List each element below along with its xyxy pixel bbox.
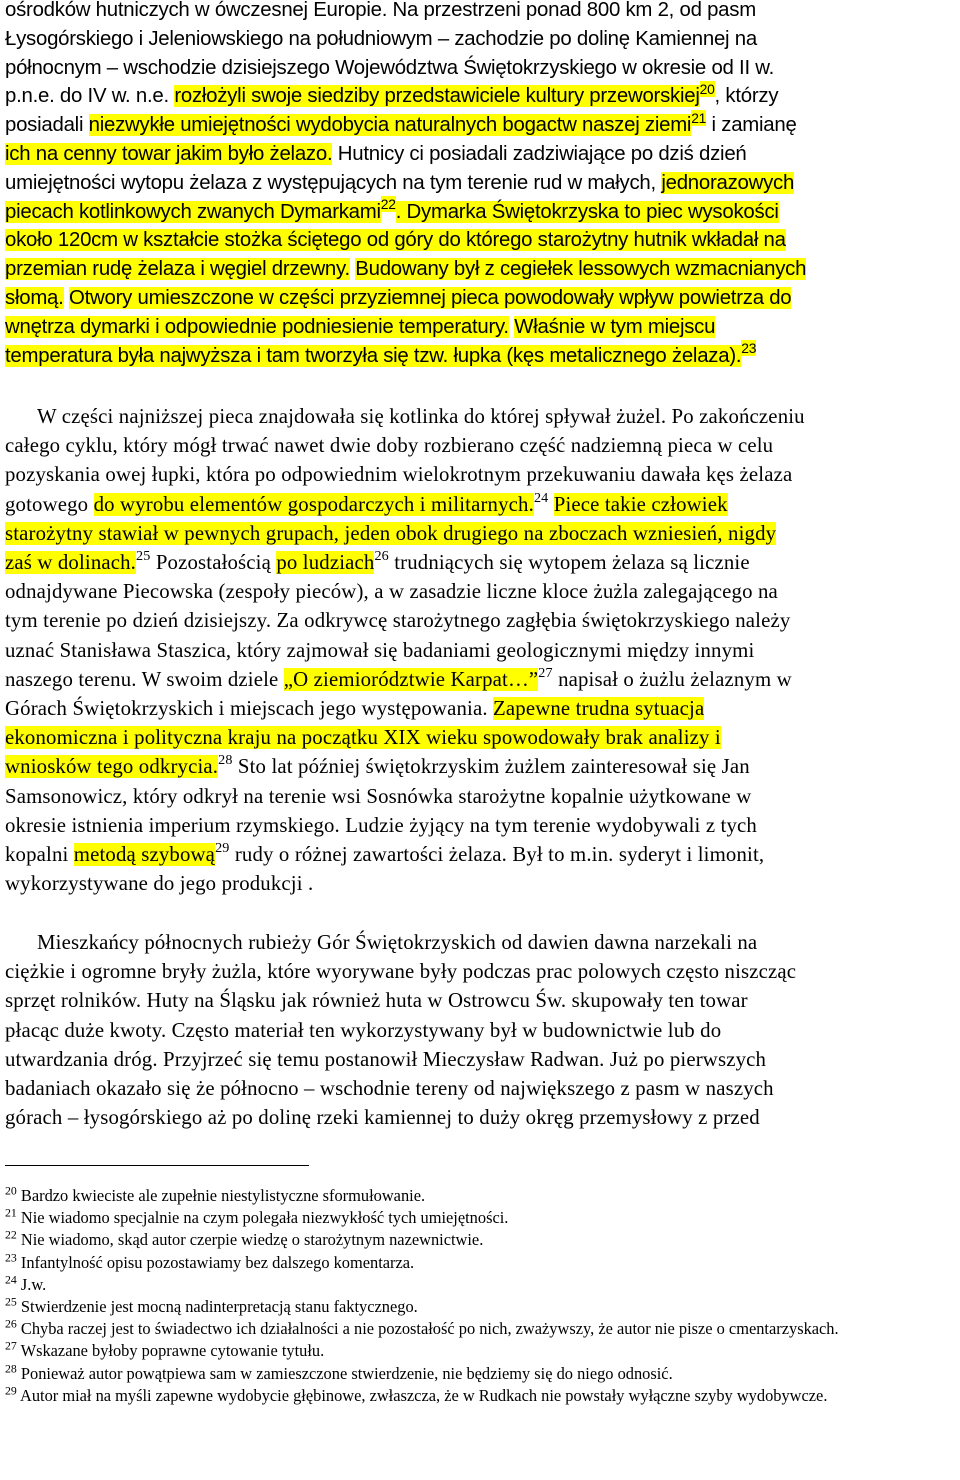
text-line [5, 782, 805, 811]
footnote [5, 1385, 957, 1407]
text-run: pozyskania owej łupki, która po odpowiednim wielokrotnym przekuwaniu dawała kęs żelaza [5, 463, 793, 487]
footnote-number: 24 [5, 1272, 17, 1287]
text-run: Górach Świętokrzyskich i miejscach jego występowania. [5, 697, 494, 721]
highlighted-text: ekonomiczna i polityczna kraju na początku XIX wieku spowodowały brak analizy i [5, 726, 721, 750]
footnote-number: 25 [5, 1294, 17, 1309]
text-run: ciężkie i ogromne bryły żużla, które wyorywane były podczas prac polowych często niszcząc [5, 960, 797, 984]
footnote-ref: 26 [374, 548, 389, 565]
text-line [5, 490, 805, 519]
footnote-ref: 20 [699, 80, 715, 97]
text-run: ośrodków hutniczych w ówczesnej Europie. Na przestrzeni ponad 800 km 2, od pasm [5, 0, 756, 21]
text-line [5, 519, 805, 548]
text-run: tym terenie po dzień dzisiejszy. Za odkrywcę starożytnego zagłębia świętokrzyskiego należy [5, 609, 791, 633]
text-run: Łysogórskiego i Jeleniowskiego na południowym – zachodzie po dolinę Kamiennej na [5, 27, 757, 50]
text-run: utwardzania dróg. Przyjrzeć się temu postanowił Mieczysław Radwan. Już po pierwszych [5, 1047, 767, 1071]
text-run: Sto lat później świętokrzyskim żużlem zainteresował się Jan [232, 755, 750, 779]
highlighted-text: temperatura była najwyższa i tam tworzyła się tzw. łupka (kęs metalicznego żelaza). [5, 344, 742, 367]
footnote-ref: 24 [533, 489, 549, 506]
highlighted-text: Właśnie w tym miejscu [514, 315, 716, 338]
text-line [5, 195, 806, 227]
text-line [5, 957, 796, 986]
highlighted-text: piecach kotlinkowych zwanych Dymarkami [5, 200, 381, 223]
highlighted-text: wniosków tego odkrycia. [5, 755, 219, 779]
text-line [5, 606, 805, 635]
highlighted-text: . Dymarka Świętokrzyska to piec wysokości [395, 200, 779, 223]
text-run: odnajdywane Piecowska (zespoły pieców), a w zasadzie liczne kloce żużla zalegającego na [5, 580, 778, 604]
paragraph-1 [5, 0, 806, 370]
highlighted-text: rozłożyli swoje siedziby przedstawiciele kultury przeworskiej [174, 85, 700, 108]
highlighted-text: do wyrobu elementów gospodarczych i militarnych. [93, 492, 534, 516]
footnote [5, 1207, 957, 1229]
text-run: całego cyklu, który mógł trwać nawet dwie doby rozbierano część nadziemną pieca w celu [5, 434, 774, 458]
text-line [5, 460, 805, 489]
text-line [5, 840, 805, 869]
text-run: sprzęt rolników. Huty na Śląsku jak również huta w Ostrowcu Św. skupowały ten towar [5, 989, 748, 1013]
footnote-text: Wskazane byłoby poprawne cytowanie tytułu. [20, 1341, 325, 1361]
text-line [5, 694, 805, 723]
highlighted-text: Budowany był z cegiełek lessowych wzmacnianych [355, 258, 807, 281]
text-line [5, 0, 806, 25]
highlighted-text: niezwykłe umiejętności wydobycia naturalnych bogactw naszej ziemi [88, 114, 692, 137]
footnote [5, 1252, 957, 1274]
text-line [5, 54, 806, 83]
text-run: płacąc duże kwoty. Często materiał ten wykorzystywany był w budownictwie lub do [5, 1018, 722, 1042]
text-line [5, 25, 806, 54]
footnote-number: 27 [5, 1338, 17, 1353]
paragraph-2 [5, 402, 805, 898]
footnote-ref: 22 [380, 195, 396, 212]
footnote-number: 21 [5, 1205, 17, 1220]
highlighted-text: Piece takie człowiek [553, 492, 728, 516]
text-run: posiadali [5, 114, 89, 137]
text-run: , którzy [714, 85, 779, 108]
text-line [5, 636, 805, 665]
footnote-ref: 25 [136, 548, 151, 565]
highlighted-text: słomą. [5, 286, 64, 309]
footnote [5, 1340, 957, 1362]
text-run: Mieszkańcy północnych rubieży Gór Świętokrzyskich od dawien dawna narzekali na [37, 931, 758, 954]
text-line [5, 752, 805, 781]
text-run: wykorzystywane do jego produkcji . [5, 872, 314, 896]
highlighted-text: po ludziach [276, 551, 375, 575]
text-line [5, 869, 805, 898]
footnote-text: Nie wiadomo specjalnie na czym polegała niezwykłość tych umiejętności. [20, 1208, 509, 1228]
footnote [5, 1274, 957, 1296]
text-line [5, 1074, 796, 1103]
text-line [5, 339, 806, 371]
footnote-number: 20 [5, 1183, 17, 1198]
footnote-text: Chyba raczej jest to świadectwo ich działalności a nie pozostałość po nich, zważywszy, że autor nie pisze o cmentarzyskach. [20, 1319, 839, 1339]
footnote-number: 29 [5, 1383, 17, 1398]
highlighted-text: Otwory umieszczone w części przyziemnej pieca powodowały wpływ powietrza do [68, 286, 792, 309]
footnote [5, 1318, 957, 1340]
text-line [5, 548, 805, 577]
text-line [5, 255, 806, 284]
highlighted-text: wnętrza dymarki i odpowiednie podniesienie temperatury. [5, 315, 509, 338]
text-line [5, 226, 806, 255]
text-run: Pozostałością [150, 551, 277, 575]
text-line [5, 723, 805, 752]
footnote [5, 1185, 957, 1207]
text-run: trudniących się wytopem żelaza są licznie [388, 551, 750, 575]
footnote-ref: 21 [691, 109, 707, 126]
text-line [5, 140, 806, 169]
footnote-text: J.w. [20, 1274, 47, 1294]
footnote-separator [5, 1165, 309, 1166]
footnote-ref: 27 [538, 665, 553, 682]
footnote-text: Infantylność opisu pozostawiamy bez dalszego komentarza. [20, 1252, 415, 1272]
text-run: naszego terenu. W swoim dziele [5, 667, 284, 691]
text-run: północnym – wschodzie dzisiejszego Województwa Świętokrzyskiego w okresie od II w. [5, 56, 775, 79]
footnote [5, 1296, 957, 1318]
footnote-text: Stwierdzenie jest mocną nadinterpretacją stanu faktycznego. [20, 1297, 418, 1317]
text-run [548, 493, 553, 516]
footnote [5, 1363, 957, 1385]
text-run: napisał o żużlu żelaznym w [552, 667, 792, 691]
text-run: Samsonowicz, który odkrył na terenie wsi Sosnówka starożytne kopalnie użytkowane w [5, 784, 752, 808]
footnote-number: 22 [5, 1227, 17, 1242]
text-line [5, 928, 796, 957]
footnote-text: Ponieważ autor powątpiewa sam w zamieszczone stwierdzenie, nie będziemy się do niego odnosić. [20, 1363, 673, 1383]
text-run: W części najniższej pieca znajdowała się kotlinka do której spływał żużel. Po zakończeniu [37, 405, 805, 428]
text-line [5, 82, 806, 111]
text-line [5, 402, 805, 431]
highlighted-text: około 120cm w kształcie stożka ściętego od góry do którego starożytny hutnik wkładał na [5, 229, 786, 252]
text-run: uznać Stanisława Staszica, który zajmował się badaniami geologicznymi między innymi [5, 638, 755, 662]
text-line [5, 111, 806, 140]
highlighted-text: starożytny stawiał w pewnych grupach, jeden obok drugiego na zboczach wzniesień, nigdy [5, 521, 777, 545]
footnote-text: Bardzo kwieciste ale zupełnie niestylistyczne sformułowanie. [20, 1186, 426, 1205]
text-run: górach – łysogórskiego aż po dolinę rzeki kamiennej to duży okręg przemysłowy z przed [5, 1106, 760, 1130]
highlighted-text: metodą szybową [73, 843, 216, 867]
text-run: okresie istnienia imperium rzymskiego. Ludzie żyjący na tym terenie wydobywali z tych [5, 813, 757, 837]
footnote-text: Autor miał na myśli zapewne wydobycie głębinowe, zwłaszcza, że w Rudkach nie powstały wyłączne szyby wydobywcze. [20, 1385, 828, 1405]
text-line [5, 1045, 796, 1074]
footnote-number: 26 [5, 1316, 17, 1331]
text-run: kopalni [5, 843, 74, 867]
footnote-ref: 29 [215, 840, 230, 857]
highlighted-text: „O ziemiorództwie Karpat…” [283, 667, 539, 691]
footnote-number: 23 [5, 1250, 17, 1265]
text-line [5, 1016, 796, 1045]
text-line [5, 313, 806, 342]
text-run: i zamianę [706, 114, 797, 137]
text-run: umiejętności wytopu żelaza z występujących na tym terenie rud w małych, [5, 171, 662, 194]
text-run: badaniach okazało się że północno – wschodnie tereny od największego z pasm w naszych [5, 1077, 774, 1101]
text-line [5, 986, 796, 1015]
text-line [5, 1103, 796, 1132]
text-run: rudy o różnej zawartości żelaza. Był to m.in. syderyt i limonit, [229, 843, 765, 867]
paragraph-3 [5, 928, 796, 1132]
footnote-ref: 23 [741, 339, 757, 356]
text-line [5, 577, 805, 606]
text-run: p.n.e. do IV w. n.e. [5, 85, 175, 108]
footnote [5, 1229, 957, 1251]
text-line [5, 811, 805, 840]
text-line [5, 284, 806, 313]
footnote-ref: 28 [218, 752, 233, 769]
footnotes [5, 1185, 957, 1407]
text-run: gotowego [5, 492, 94, 516]
text-run: Hutnicy ci posiadali zadziwiające po dziś dzień [332, 142, 747, 165]
text-line [5, 169, 806, 198]
text-line [5, 665, 805, 694]
highlighted-text: przemian rudę żelaza i węgiel drzewny. [5, 258, 350, 281]
footnote-text: Nie wiadomo, skąd autor czerpie wiedzę o starożytnym nazewnictwie. [20, 1230, 484, 1250]
text-line [5, 431, 805, 460]
highlighted-text: ich na cenny towar jakim było żelazo. [5, 142, 333, 165]
highlighted-text: Zapewne trudna sytuacja [493, 697, 705, 721]
highlighted-text: jednorazowych [661, 171, 795, 194]
highlighted-text: zaś w dolinach. [5, 551, 137, 575]
footnote-number: 28 [5, 1361, 17, 1376]
